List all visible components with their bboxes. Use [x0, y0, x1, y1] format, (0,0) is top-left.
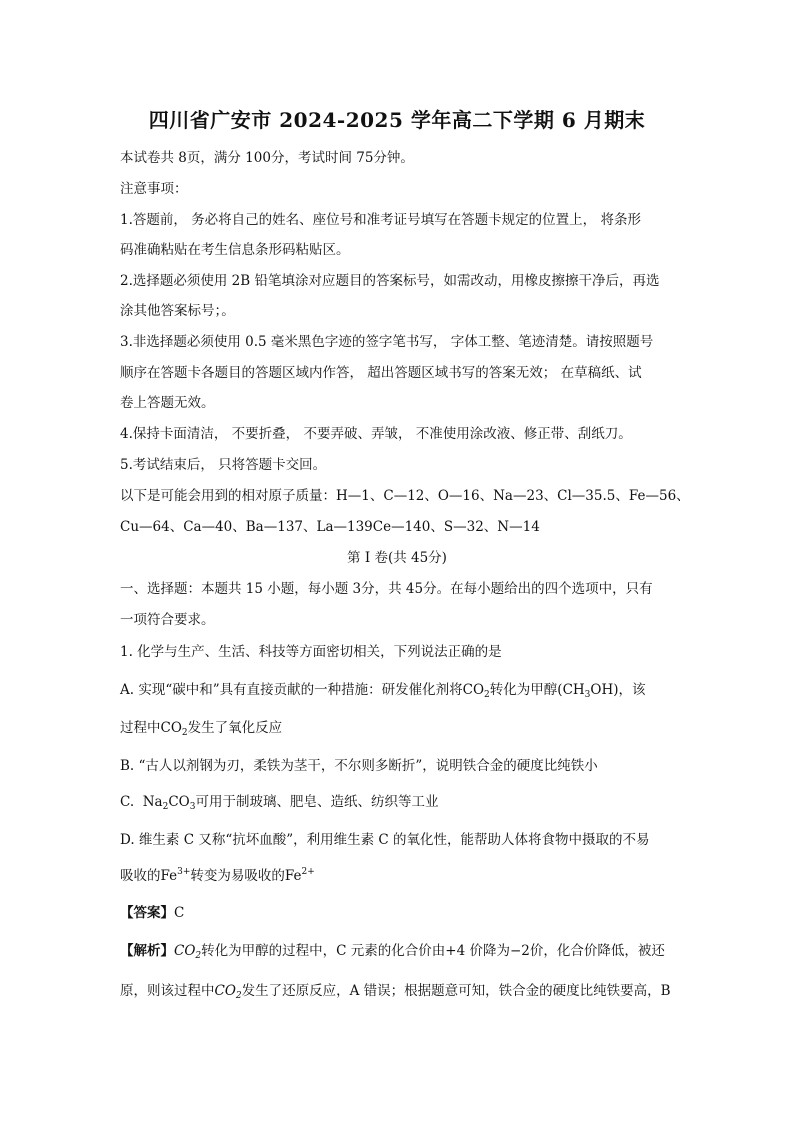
- option-a-text: 过程中: [120, 720, 161, 736]
- question-stem: 1. 化学与生产、生活、科技等方面密切相关，下列说法正确的是: [120, 644, 502, 660]
- analysis-text: 原，则该过程中: [120, 983, 215, 999]
- part-instruction: 一、选择题：本题共 15 小题，每小题 3分，共 45分。在每小题给出的四个选项中，只有: [120, 581, 653, 597]
- notice-line: 5.考试结束后， 只将答题卡交回。: [120, 457, 327, 473]
- notice-line: 卷上答题无效。: [120, 395, 215, 411]
- exam-intro: 本试卷共 8页，满分 100分，考试时间 75分钟。: [120, 150, 414, 166]
- notice-heading: 注意事项：: [120, 181, 188, 197]
- option-d-text: 转变为易吸收的: [190, 868, 285, 884]
- option-c-text: 可用于制玻璃、肥皂、造纸、纺织等工业: [195, 794, 439, 810]
- notice-line: 1.答题前， 务必将自己的姓名、座位号和准考证号填写在答题卡规定的位置上， 将条形: [120, 212, 641, 228]
- page-title: 四川省广安市 2024-2025 学年高二下学期 6 月期末: [148, 108, 646, 132]
- formula-co2: $CO_2$: [160, 720, 188, 738]
- formula-co2: $CO_2$: [214, 983, 242, 1001]
- notice-line: 涂其他答案标号；。: [120, 303, 235, 319]
- answer-label: 【答案】: [120, 905, 174, 921]
- option-a-text: A. 实现“碳中和”具有直接贡献的一种措施：研发催化剂将: [120, 682, 463, 698]
- formula-co2: $CO_2$: [174, 943, 202, 961]
- analysis-text: 发生了还原反应，A 错误；根据题意可知，铁合金的硬度比纯铁要高，B: [241, 983, 671, 999]
- part-instruction: 一项符合要求。: [120, 612, 215, 628]
- section-title: 第 I 卷(共 45分): [347, 550, 447, 566]
- option-a-text: 发生了氧化反应: [187, 720, 283, 736]
- notice-line: 3.非选择题必须使用 0.5 毫米黑色字迹的签字笔书写， 字体工整、笔迹清楚。请按照题号: [120, 334, 654, 350]
- option-b: B. “古人以剂钢为刃，柔铁为茎干，不尔则多断折”，说明铁合金的硬度比纯铁小: [120, 758, 598, 774]
- atomic-mass-line: Cu—64、Ca—40、Ba—137、La—139Ce—140、S—32、N—14: [120, 519, 540, 535]
- option-a: [120, 681, 646, 699]
- analysis-label: 【解析】: [120, 943, 174, 959]
- notice-line: 码准确粘贴在考生信息条形码粘贴区。: [120, 242, 350, 258]
- formula-na2co3: $Na_2CO_3$: [142, 794, 196, 812]
- notice-line: 2.选择题必须使用 2B 铅笔填涂对应题目的答案标号，如需改动，用橡皮擦擦干净后，再选: [120, 273, 660, 289]
- option-d-text: 吸收的: [120, 868, 161, 884]
- formula-ch3oh: $CH_3OH$: [562, 682, 614, 700]
- formula-co2: $CO_2$: [462, 682, 490, 700]
- option-c: [120, 793, 438, 811]
- analysis-line: [120, 982, 671, 1000]
- atomic-mass-line: 以下是可能会用到的相对原子质量：H—1、C—12、O—16、Na—23、Cl—35.5、Fe—56、: [120, 488, 690, 504]
- notice-line: 顺序在答题卡各题目的答题区域内作答， 超出答题区域书写的答案无效； 在草稿纸、试: [120, 365, 642, 381]
- option-d-continued: [120, 867, 315, 885]
- option-a-text: 转化为甲醇(: [489, 682, 563, 698]
- analysis-line: [120, 942, 665, 960]
- answer-value: C: [174, 905, 185, 921]
- analysis-text: 转化为甲醇的过程中，C 元素的化合价由+4 价降为−2价，化合价降低，被还: [201, 943, 665, 959]
- notice-line: 4.保持卡面清洁， 不要折叠， 不要弄破、弄皱， 不准使用涂改液、修正带、刮纸刀。: [120, 426, 632, 442]
- option-d: D. 维生素 C 又称“抗坏血酸”，利用维生素 C 的氧化性，能帮助人体将食物中摄取的不易: [120, 832, 650, 848]
- option-a-text: )，该: [613, 682, 646, 698]
- formula-fe3: $Fe^{3+}$: [160, 867, 191, 884]
- option-a-continued: [120, 719, 282, 737]
- option-c-label: C.: [120, 794, 139, 810]
- formula-fe2: $Fe^{2+}$: [284, 867, 315, 884]
- answer-line: [120, 904, 184, 922]
